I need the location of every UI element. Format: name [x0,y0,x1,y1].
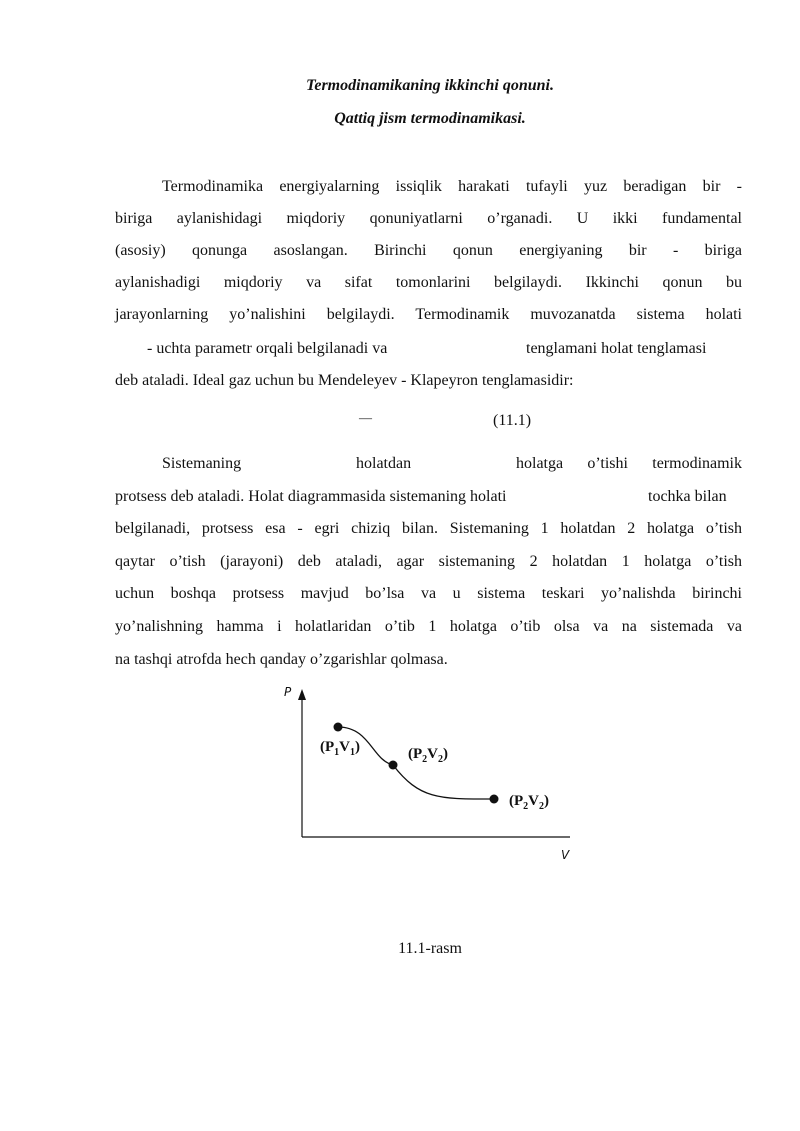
paragraph2-line-4: qaytar o’tish (jarayoni) deb ataladi, agar sistemaning 2 holatdan 1 holatga o’tish [115,553,742,570]
paragraph2-line-3: belgilanadi, protsess esa - egri chiziq bilan. Sistemaning 1 holatdan 2 holatga o’tish [115,520,742,537]
state-point-1 [334,723,343,732]
figure-caption: 11.1-rasm [398,940,462,957]
state-point-2 [389,761,398,770]
paragraph1-line-6-right: tenglamani holat tenglamasi [526,340,707,357]
y-axis-arrow [298,689,306,700]
equation-number: (11.1) [493,412,532,429]
paragraph2-line-5: uchun boshqa protsess mavjud bo’lsa va u sistema teskari yo’nalishda birinchi [115,585,742,602]
paragraph2-word-holatdan: holatdan [356,455,412,472]
paragraph2-word-sistemaning: Sistemaning [162,455,242,472]
paragraph1-line-4: aylanishadigi miqdoriy va sifat tomonlarini belgilaydi. Ikkinchi qonun bu [115,274,742,291]
state-label-3: $(P_2V_2)$ [509,793,550,812]
title-line-1: Termodinamikaning ikkinchi qonuni. [306,77,554,94]
paragraph1-line-6-left: - uchta parametr orqali belgilanadi va [147,340,388,357]
paragraph1-line-1: Termodinamika energiyalarning issiqlik harakati tufayli yuz beradigan bir - [162,178,742,195]
paragraph1-line-3: (asosiy) qonunga asoslangan. Birinchi qonun energiyaning bir - biriga [115,242,742,259]
paragraph2-line-6: yo’nalishning hamma i holatlaridan o’tib 1 holatga o’tib olsa va na sistemada va [115,618,742,635]
state-label-2: $(P_2V_2)$ [408,746,449,765]
title-line-2: Qattiq jism termodinamikasi. [334,110,526,127]
paragraph1-line-5: jarayonlarning yo’nalishini belgilaydi. Termodinamik muvozanatda sistema holati [115,306,742,323]
equation-dash: — [359,410,372,425]
x-axis-label: V [561,848,570,862]
paragraph2-line-2-right: tochka bilan [648,488,727,505]
paragraph2-line-7: na tashqi atrofda hech qanday o’zgarishlar qolmasa. [115,651,448,668]
paragraph1-line-7: deb ataladi. Ideal gaz uchun bu Mendeleyev - Klapeyron tenglamasidir: [115,372,574,389]
paragraph2-line-2-left: protsess deb ataladi. Holat diagrammasida sistemaning holati [115,488,507,505]
paragraph2-line-1-rest: holatga o’tishi termodinamik [516,455,742,472]
paragraph1-line-2: biriga aylanishidagi miqdoriy qonuniyatlarni o’rganadi. U ikki fundamental [115,210,742,227]
state-point-3 [490,795,499,804]
y-axis-label: P [284,685,292,699]
state-label-1: $(P_1V_1)$ [320,739,361,758]
